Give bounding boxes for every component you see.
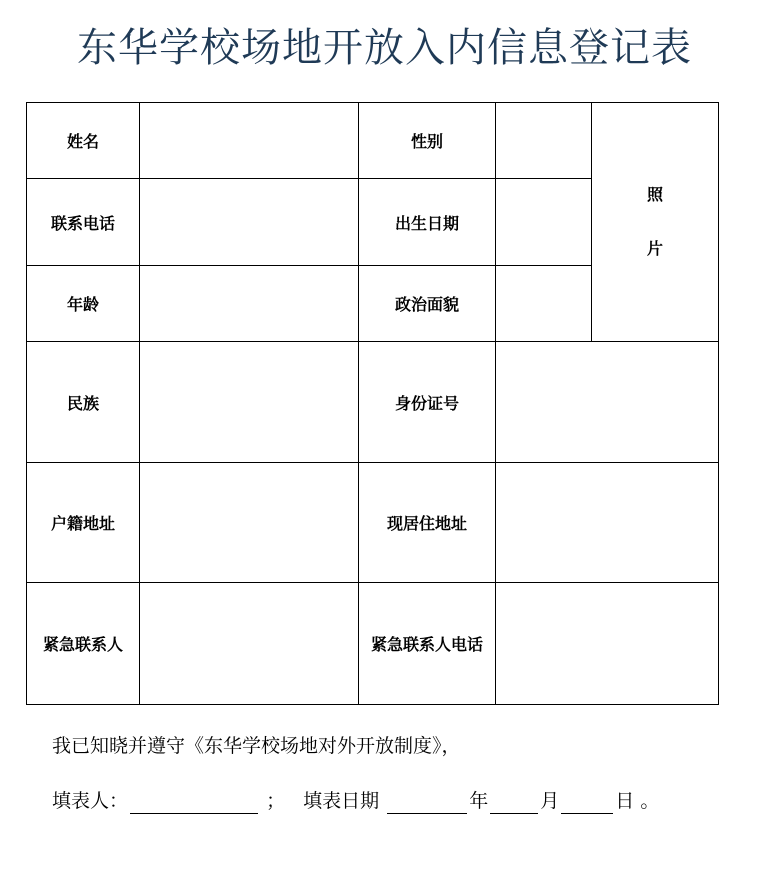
emergency-phone-label: 紧急联系人电话 [359,583,496,705]
photo-char-2: 片 [646,239,663,258]
separator: ； [266,790,286,812]
age-field[interactable] [140,266,359,342]
ethnicity-field[interactable] [140,342,359,463]
month-blank[interactable] [490,791,538,814]
form-title: 东华学校场地开放入内信息登记表 [77,25,692,71]
emergency-contact-field[interactable] [140,583,359,705]
household-address-label: 户籍地址 [27,463,140,583]
emergency-phone-field[interactable] [496,583,719,705]
name-label: 姓名 [27,103,140,179]
name-field[interactable] [140,103,359,179]
day-label: 日 [615,790,635,812]
registration-table [26,102,719,705]
household-address-field[interactable] [140,463,359,583]
filler-label: 填表人： [52,790,129,812]
day-blank[interactable] [561,791,613,814]
gender-field[interactable] [496,103,592,179]
id-number-field[interactable] [496,342,719,463]
agreement-statement: 我已知晓并遵守《东华学校场地对外开放制度》， [52,735,461,757]
id-number-label: 身份证号 [359,342,496,463]
phone-field[interactable] [140,179,359,266]
emergency-contact-label: 紧急联系人 [27,583,140,705]
date-label: 填表日期 [303,790,380,812]
phone-label: 联系电话 [27,179,140,266]
month-label: 月 [540,790,560,812]
political-label: 政治面貌 [359,266,496,342]
year-blank[interactable] [387,791,467,814]
ethnicity-label: 民族 [27,342,140,463]
current-address-field[interactable] [496,463,719,583]
current-address-label: 现居住地址 [359,463,496,583]
end-mark: 。 [640,790,660,812]
birthdate-label: 出生日期 [359,179,496,266]
political-field[interactable] [496,266,592,342]
birthdate-field[interactable] [496,179,592,266]
filler-name-blank[interactable] [130,791,258,814]
gender-label: 性别 [359,103,496,179]
photo-box[interactable] [592,103,719,342]
photo-char-1: 照 [646,185,663,204]
year-label: 年 [469,790,489,812]
age-label: 年龄 [27,266,140,342]
signature-line [52,788,659,814]
